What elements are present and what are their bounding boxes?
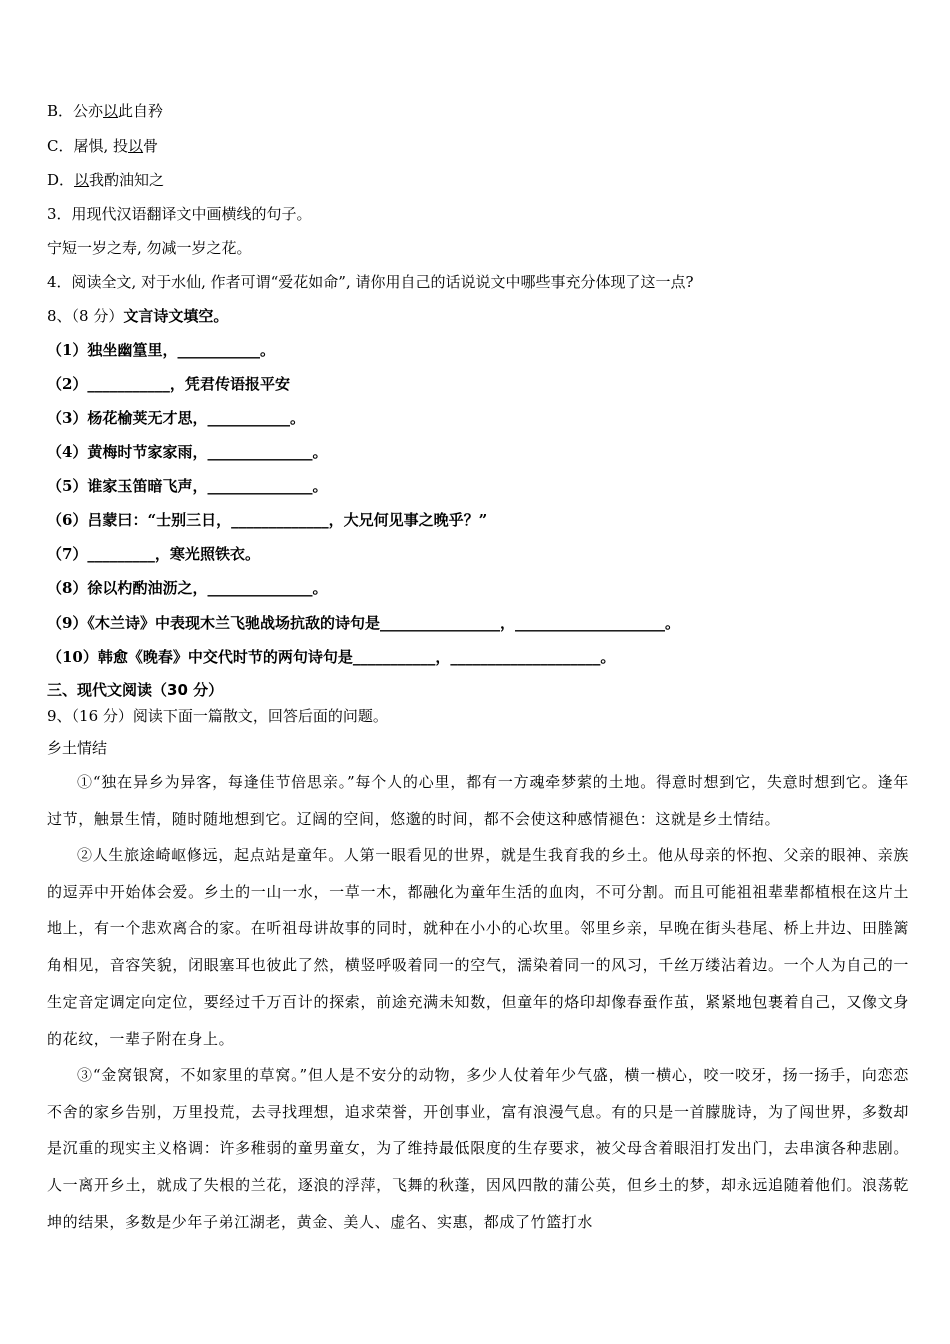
fill-blank-item: （6）吕蒙曰：“士别三日，_____________，大兄何见事之晚乎？” — [47, 511, 488, 529]
question-9-prompt: 9、（16 分）阅读下面一篇散文，回答后面的问题。 — [47, 707, 388, 725]
fill-blank-item: （3）杨花榆荚无才思，___________。 — [47, 409, 305, 427]
fill-blank-item: （10）韩愈《晚春》中交代时节的两句诗句是___________，____________________。 — [47, 648, 616, 666]
question-3-sentence: 宁短一岁之寿, 勿减一岁之花。 — [47, 239, 252, 257]
essay-paragraph-2: ②人生旅途崎岖修远，起点站是童年。人第一眼看见的世界，就是生我育我的乡土。他从母亲的怀抱、父亲的眼神、亲族的逗弄中开始体会爱。乡土的一山一水，一草一木，都融化为童年生活的血肉，不可分割。而且可能祖祖辈辈都植根在这片土地上，有一个悲欢离合的家。在听祖母讲故事的同时，就种在小小的心坎里。邻里乡亲，早晚在街头巷尾、桥上井边、田塍篱角相见，音容笑貌，闭眼塞耳也彼此了然，横竖呼吸着同一的空气，濡染着同一的风习，千丝万缕沾着边。一个人为自己的一生定音定调定向定位，要经过千万百计的探索，前途充满未知数，但童年的烙印却像春蚕作茧，紧紧地包裹着自己，又像文身的花纹，一辈子附在身上。 — [47, 846, 909, 1048]
option-c: C．屠惧, 投以骨 — [47, 137, 159, 155]
essay-paragraph-3: ③“金窝银窝，不如家里的草窝。”但人是不安分的动物，多少人仗着年少气盛，横一横心，咬一咬牙，扬一扬手，向恋恋不舍的家乡告别，万里投荒，去寻找理想，追求荣誉，开创事业，富有浪漫气息。有的只是一首朦胧诗，为了闯世界，多数却是沉重的现实主义格调：许多稚弱的童男童女，为了维持最低限度的生存要求，被父母含着眼泪打发出门，去串演各种悲剧。人一离开乡土，就成了失根的兰花，逐浪的浮萍，飞舞的秋蓬，因风四散的蒲公英，但乡土的梦，却永远追随着他们。浪荡乾坤的结果，多数是少年子弟江湖老，黄金、美人、虚名、实惠，都成了竹篮打水 — [47, 1066, 909, 1231]
question-8-heading: 8、（8 分）文言诗文填空。 — [47, 307, 229, 325]
fill-blank-item: （7）_________，寒光照铁衣。 — [47, 545, 260, 563]
fill-blank-item: （2）___________，凭君传语报平安 — [47, 375, 290, 393]
essay-paragraph-1: ①“独在异乡为异客，每逢佳节倍思亲。”每个人的心里，都有一方魂牵梦萦的土地。得意时想到它，失意时想到它。逢年过节，触景生情，随时随地想到它。辽阔的空间，悠邈的时间，都不会使这种感情褪色：这就是乡土情结。 — [47, 773, 909, 828]
underlined-word: 以 — [128, 137, 144, 155]
fill-blank-item: （8）徐以杓酌油沥之，______________。 — [47, 579, 328, 597]
question-4-prompt: 4．阅读全文, 对于水仙, 作者可谓“爱花如命”, 请你用自己的话说说文中哪些事充分体现了这一点? — [47, 273, 694, 291]
section-title: 三、现代文阅读（30 分） — [47, 681, 224, 699]
underlined-word: 以 — [103, 102, 119, 120]
fill-blank-item: （5）谁家玉笛暗飞声，______________。 — [47, 477, 328, 495]
option-b: B．公亦以此自矜 — [47, 102, 164, 120]
underlined-word: 以 — [74, 171, 90, 189]
fill-blank-item: （1）独坐幽篁里，___________。 — [47, 341, 275, 359]
fill-blank-item: （4）黄梅时节家家雨，______________。 — [47, 443, 328, 461]
fill-blank-item: （9）《木兰诗》中表现木兰飞驰战场抗敌的诗句是________________，____________________。 — [47, 614, 680, 632]
essay-title: 乡土情结 — [47, 739, 108, 757]
option-d: D．以我酌油知之 — [47, 171, 165, 189]
question-3-prompt: 3．用现代汉语翻译文中画横线的句子。 — [47, 205, 312, 223]
